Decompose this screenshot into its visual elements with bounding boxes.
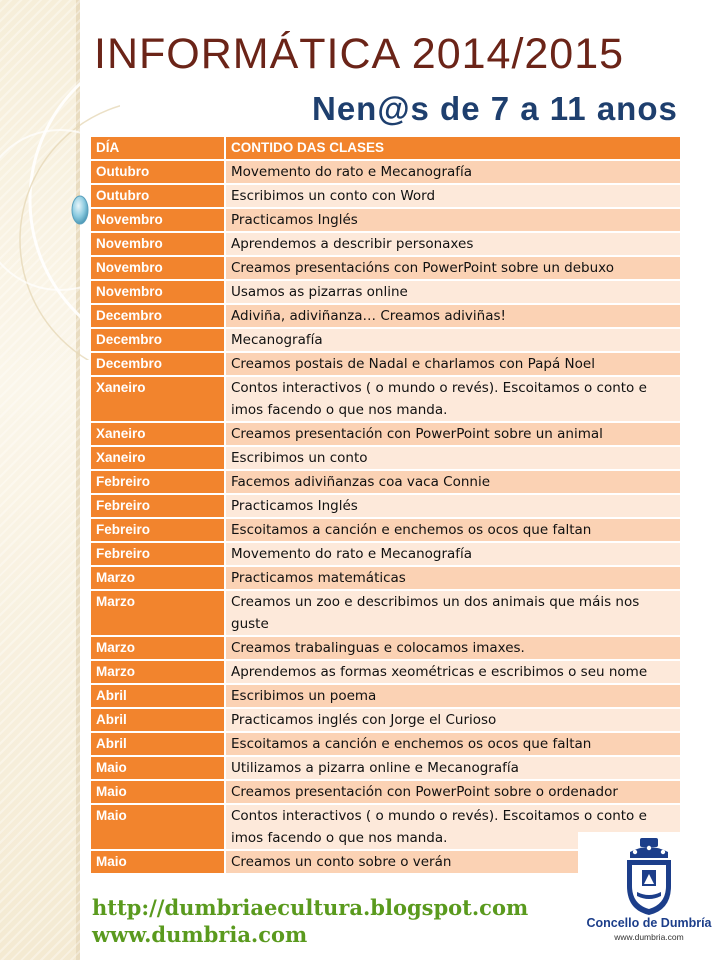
table-row [91,305,680,327]
month-cell: Xaneiro [91,447,224,469]
logo-name: Concello de Dumbría [586,916,712,930]
content-cell: Usamos as pizarras online [226,281,680,303]
page-title: INFORMÁTICA 2014/2015 [94,30,625,78]
month-cell: Novembro [91,209,224,231]
content-cell: Escoitamos a canción e enchemos os ocos que faltan [226,519,680,541]
table-row [91,781,680,803]
content-cell: Creamos postais de Nadal e charlamos con Papá Noel [226,353,680,375]
month-cell: Decembro [91,329,224,351]
content-cell: Escoitamos a canción e enchemos os ocos que faltan [226,733,680,755]
table-row [91,377,680,421]
table-row [91,495,680,517]
content-cell: Movemento do rato e Mecanografía [226,161,680,183]
month-cell: Novembro [91,281,224,303]
content-cell: Creamos trabalinguas e colocamos imaxes. [226,637,680,659]
month-cell: Maio [91,851,224,873]
schedule-table-body [91,161,680,873]
month-cell: Maio [91,805,224,849]
table-row [91,543,680,565]
table-row [91,637,680,659]
schedule-table [89,135,682,875]
website-link[interactable]: www.dumbria.com [92,922,308,947]
table-row [91,757,680,779]
month-cell: Decembro [91,305,224,327]
month-cell: Xaneiro [91,423,224,445]
content-cell: Utilizamos a pizarra online e Mecanografía [226,757,680,779]
content-cell: Contos interactivos ( o mundo o revés). Escoitamos o conto e imos facendo o que nos manda. [226,805,680,849]
table-row [91,447,680,469]
content-cell: Practicamos inglés con Jorge el Curioso [226,709,680,731]
month-cell: Marzo [91,567,224,589]
content-cell: Aprendemos a describir personaxes [226,233,680,255]
month-cell: Abril [91,685,224,707]
content-cell: Practicamos Inglés [226,495,680,517]
month-cell: Marzo [91,637,224,659]
content-cell: Facemos adiviñanzas coa vaca Connie [226,471,680,493]
table-row [91,233,680,255]
table-row [91,161,680,183]
table-row [91,519,680,541]
month-cell: Febreiro [91,495,224,517]
month-cell: Febreiro [91,519,224,541]
content-cell: Adiviña, adiviñanza… Creamos adiviñas! [226,305,680,327]
table-row [91,709,680,731]
content-cell: Aprendemos as formas xeométricas e escribimos o seu nome [226,661,680,683]
content-cell: Escribimos un poema [226,685,680,707]
content-cell: Escribimos un conto [226,447,680,469]
content-cell: Practicamos Inglés [226,209,680,231]
month-cell: Outubro [91,185,224,207]
table-row [91,567,680,589]
content-cell: Creamos presentación con PowerPoint sobre o ordenador [226,781,680,803]
content-cell: Creamos presentación con PowerPoint sobre un animal [226,423,680,445]
table-row [91,591,680,635]
month-cell: Febreiro [91,471,224,493]
table-header-row [91,137,680,159]
table-row [91,733,680,755]
content-cell: Movemento do rato e Mecanografía [226,543,680,565]
coat-of-arms-icon [624,838,674,916]
column-header-content: CONTIDO DAS CLASES [226,137,680,159]
table-row [91,257,680,279]
table-row [91,329,680,351]
table-row [91,353,680,375]
concello-logo [578,832,720,960]
month-cell: Xaneiro [91,377,224,421]
table-row [91,185,680,207]
month-cell: Maio [91,781,224,803]
content-cell: Mecanografía [226,329,680,351]
table-row [91,423,680,445]
month-cell: Febreiro [91,543,224,565]
month-cell: Novembro [91,257,224,279]
content-cell: Creamos presentacións con PowerPoint sobre un debuxo [226,257,680,279]
decorative-orb-icon [0,0,100,240]
table-row [91,661,680,683]
table-row [91,209,680,231]
content-cell: Creamos un conto sobre o verán [226,851,680,873]
content-cell: Creamos un zoo e describimos un dos animais que máis nos guste [226,591,680,635]
content-cell: Contos interactivos ( o mundo o revés). Escoitamos o conto e imos facendo o que nos manda. [226,377,680,421]
month-cell: Abril [91,733,224,755]
column-header-day: DÍA [91,137,224,159]
month-cell: Novembro [91,233,224,255]
logo-url: www.dumbria.com [614,932,684,942]
month-cell: Outubro [91,161,224,183]
table-row [91,281,680,303]
month-cell: Marzo [91,661,224,683]
table-row [91,471,680,493]
table-row [91,685,680,707]
links-block [92,894,528,948]
month-cell: Decembro [91,353,224,375]
page-subtitle: Nen@s de 7 a 11 anos [312,90,678,127]
month-cell: Abril [91,709,224,731]
month-cell: Marzo [91,591,224,635]
content-cell: Escribimos un conto con Word [226,185,680,207]
blog-link[interactable]: http://dumbriaecultura.blogspot.com [92,895,529,920]
month-cell: Maio [91,757,224,779]
content-cell: Practicamos matemáticas [226,567,680,589]
